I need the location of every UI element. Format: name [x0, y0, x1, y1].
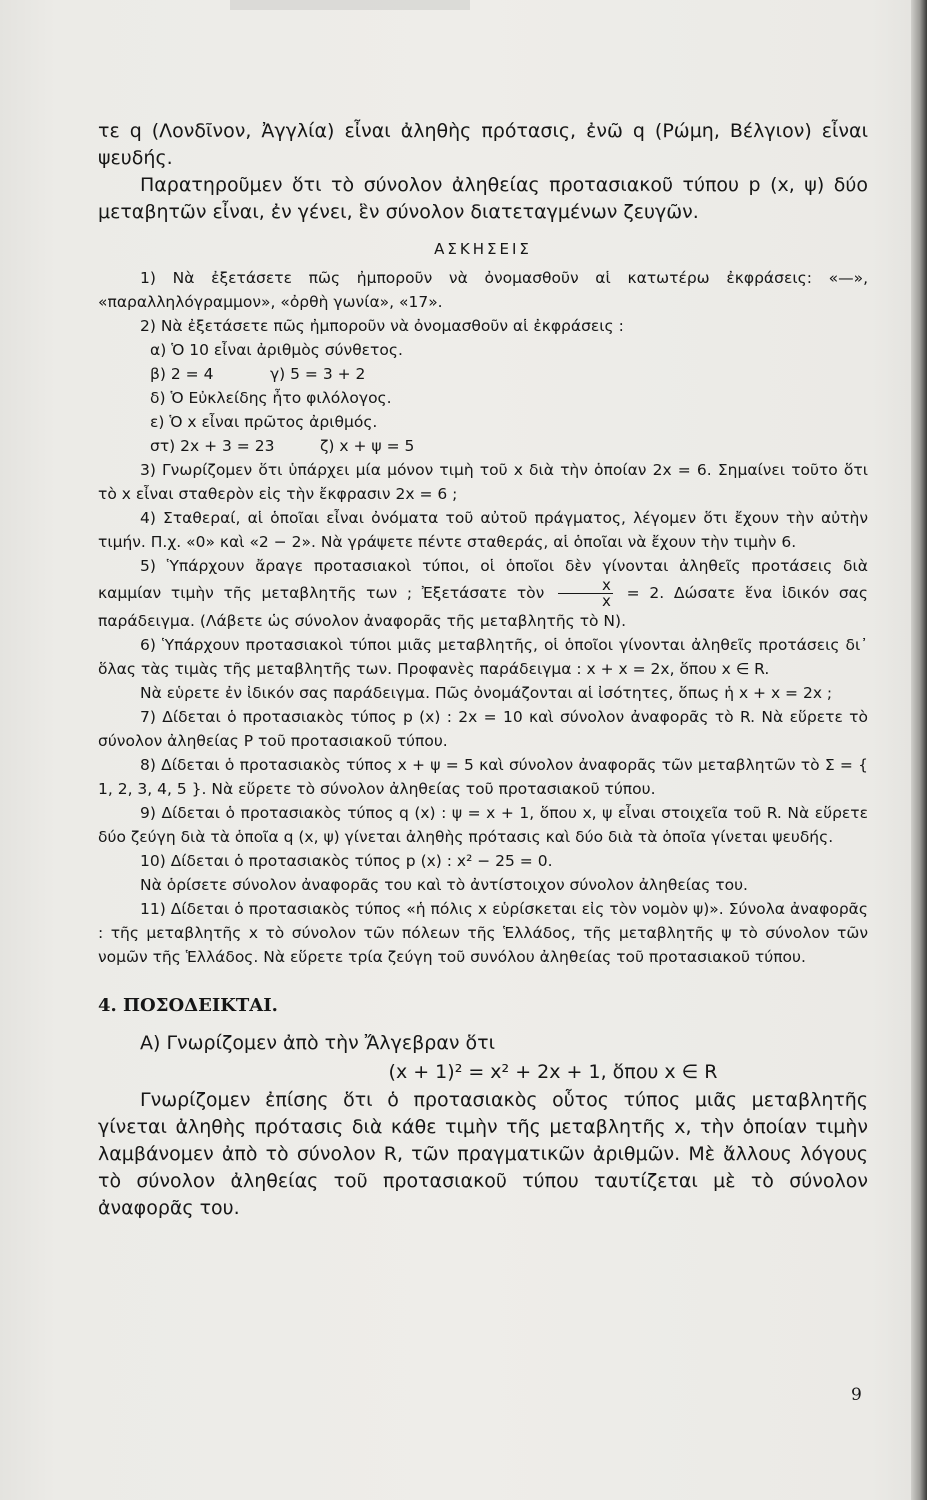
page-content: [98, 118, 868, 1222]
exercise-10-b: Νὰ ὁρίσετε σύνολον ἀναφορᾶς του καὶ τὸ ἀντίστοιχον σύνολον ἀληθείας του.: [140, 876, 748, 894]
exercise-2-b: β) 2 = 4: [150, 365, 214, 383]
exercise-6-b: Νὰ εὑρετε ἐν ἰδικόν σας παράδειγμα. Πῶς ὀνομάζονται αἱ ἰσότητες, ὅπως ἡ x + x = 2x ;: [140, 684, 833, 702]
paragraph-1: τε q (Λονδῖνον, Ἀγγλία) εἶναι ἀληθὴς πρότασις, ἐνῶ q (Ρώμη, Βέλγιον) εἶναι ψευδής.: [98, 120, 868, 169]
exercise-2-g: ζ) x + ψ = 5: [320, 437, 415, 455]
fraction-denominator: x: [602, 592, 611, 610]
exercise-2-d: δ) Ὁ Εὐκλείδης ἦτο φιλόλογος.: [150, 389, 392, 407]
page-edge-shadow: [911, 0, 927, 1500]
section-4-body: Γνωρίζομεν ἐπίσης ὅτι ὁ προτασιακὸς οὗτος τύπος μιᾶς μεταβλητῆς γίνεται ἀληθὴς πρότασις διὰ κάθε τιμὴν τῆς μεταβλητῆς x, τὴν ὁποίαν τιμὴν λαμβάνομεν ἀπὸ τὸ σύνολον R, τῶν πραγματικῶν ἀριθμῶν. Μὲ ἄλλους λόγους τὸ σύνολον ἀληθείας τοῦ προτασιακοῦ τύπου ταυτίζεται μὲ τὸ σύνολον ἀναφορᾶς του.: [98, 1089, 868, 1219]
exercise-5-text-2: = 2. Δώσατε ἕνα ἰδικόν σας παράδειγμα. (Λάβετε ὡς σύνολον ἀναφορᾶς τῆς μεταβλητῆς τὸ N).: [98, 584, 868, 630]
exercise-1: 1) Νὰ ἐξετάσετε πῶς ἠμποροῦν νὰ ὀνομασθοῦν αἱ κατωτέρω ἐκφράσεις: «—», «παραλληλόγραμμον», «ὀρθὴ γωνία», «17».: [98, 269, 868, 311]
paragraph-2: Παρατηροῦμεν ὅτι τὸ σύνολον ἀληθείας προτασιακοῦ τύπου p (x, ψ) δύο μεταβητῶν εἶναι, ἐν γένει, ἓν σύνολον διατεταγμένων ζευγῶν.: [98, 174, 868, 223]
exercise-2-f: στ) 2x + 3 = 23: [150, 437, 275, 455]
exercise-2-bc: [150, 362, 868, 386]
exercise-2: 2) Νὰ ἐξετάσετε πῶς ἠμποροῦν νὰ ὀνομασθοῦν αἱ ἐκφράσεις :: [140, 317, 624, 335]
fraction-numerator: x: [558, 578, 613, 594]
section-4-title: 4. ΠΟΣΟΔΕΙΚΤΑΙ.: [98, 995, 278, 1016]
exercise-2-a: α) Ὁ 10 εἶναι ἀριθμὸς σύνθετος.: [150, 341, 403, 359]
exercise-11: 11) Δίδεται ὁ προτασιακὸς τύπος «ἡ πόλις x εὑρίσκεται εἰς τὸν νομὸν ψ)». Σύνολα ἀναφορᾶς : τῆς μεταβλητῆς x τὸ σύνολον τῶν πόλεων τῆς Ἑλλάδος, τῆς μεταβλητῆς ψ τὸ σύνολον τῶν νομῶν τῆς Ἑλλάδος. Νὰ εὕρετε τρία ζεύγη τοῦ συνόλου ἀληθείας τοῦ προτασιακοῦ τύπου.: [98, 900, 868, 966]
section-4-intro: Α) Γνωρίζομεν ἀπὸ τὴν Ἄλγεβραν ὅτι: [140, 1032, 496, 1054]
exercise-5-text-1: 5) Ὑπάρχουν ἄραγε προτασιακοὶ τύποι, οἱ ὁποῖοι δὲν γίνονται ἀληθεῖς προτάσεις διὰ καμμίαν τιμὴν τῆς μεταβλητῆς των ; Ἐξετάσατε τὸν: [98, 557, 868, 602]
exercise-7: 7) Δίδεται ὁ προτασιακὸς τύπος p (x) : 2x = 10 καὶ σύνολον ἀναφορᾶς τὸ R. Νὰ εὕρετε τὸ σύνολον ἀληθείας P τοῦ προτασιακοῦ τύπου.: [98, 708, 868, 750]
exercises-heading: ΑΣΚΗΣΕΙΣ: [434, 240, 532, 258]
exercise-10: 10) Δίδεται ὁ προτασιακὸς τύπος p (x) : x² − 25 = 0.: [140, 852, 553, 870]
exercise-3: 3) Γνωρίζομεν ὅτι ὑπάρχει μία μόνον τιμὴ τοῦ x διὰ τὴν ὁποίαν 2x = 6. Σημαίνει τοῦτο ὅτι τὸ x εἶναι σταθερὸν εἰς τὴν ἔκφρασιν 2x = 6 ;: [98, 461, 868, 503]
page-number: 9: [851, 1385, 862, 1405]
section-4-formula: (x + 1)² = x² + 2x + 1, ὅπου x ∈ R: [388, 1061, 718, 1083]
exercise-9: 9) Δίδεται ὁ προτασιακὸς τύπος q (x) : ψ = x + 1, ὅπου x, ψ εἶναι στοιχεῖα τοῦ R. Νὰ εὕρετε δύο ζεύγη διὰ τὰ ὁποῖα q (x, ψ) γίνεται ἀληθὴς πρότασις καὶ δύο διὰ τὰ ὁποῖα γίνεται ψευδής.: [98, 804, 868, 846]
exercise-8: 8) Δίδεται ὁ προτασιακὸς τύπος x + ψ = 5 καὶ σύνολον ἀναφορᾶς τῶν μεταβλητῶν τὸ Σ = { 1, 2, 3, 4, 5 }. Νὰ εὕρετε τὸ σύνολον ἀληθείας τοῦ προτασιακοῦ τύπου.: [98, 756, 868, 798]
fraction-x-over-x: [558, 578, 613, 609]
exercise-2-fg: [150, 434, 868, 458]
exercise-4: 4) Σταθεραί, αἱ ὁποῖαι εἶναι ὀνόματα τοῦ αὐτοῦ πράγματος, λέγομεν ὅτι ἔχουν τὴν αὐτὴν τιμήν. Π.χ. «0» καὶ «2 − 2». Νὰ γράψετε πέντε σταθεράς, αἱ ὁποῖαι νὰ ἔχουν τὴν τιμὴν 6.: [98, 509, 868, 551]
exercise-6: 6) Ὑπάρχουν προτασιακοὶ τύποι μιᾶς μεταβλητῆς, οἱ ὁποῖοι γίνονται ἀληθεῖς προτάσεις δι᾿ ὅλας τὰς τιμὰς τῆς μεταβλητῆς των. Προφανὲς παράδειγμα : x + x = 2x, ὅπου x ∈ R.: [98, 636, 868, 678]
exercise-2-e: ε) Ὁ x εἶναι πρῶτος ἀριθμός.: [150, 413, 378, 431]
page-stain: [230, 0, 470, 10]
exercise-2-c: γ) 5 = 3 + 2: [270, 365, 366, 383]
exercise-5: [98, 554, 868, 633]
